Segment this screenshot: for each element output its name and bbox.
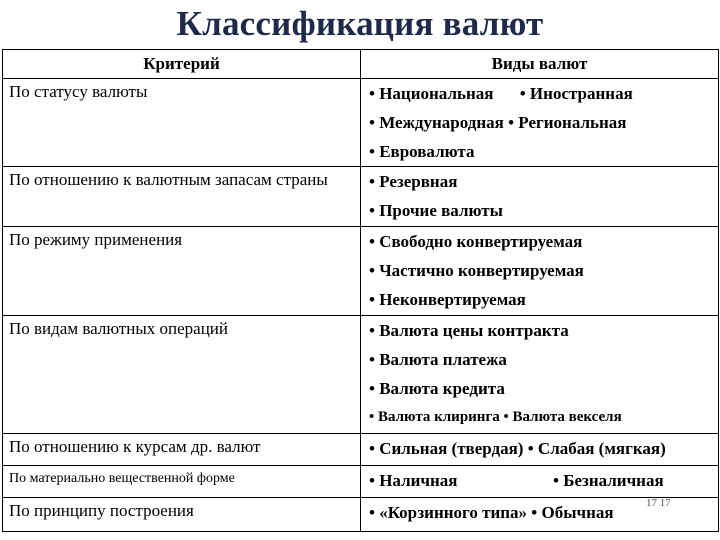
- header-currency-types: Виды валют: [361, 50, 719, 79]
- type-item: • Частично конвертируемая: [369, 261, 584, 280]
- table-row: [3, 79, 719, 167]
- types-cell: [361, 316, 719, 434]
- types-line: [369, 137, 718, 166]
- types-line: [369, 108, 718, 137]
- table-row: [3, 227, 719, 316]
- types-cell: [361, 434, 719, 466]
- criterion-cell: По отношению к курсам др. валют: [3, 434, 361, 466]
- type-item: • Национальная: [369, 84, 494, 103]
- type-item: • Свободно конвертируемая: [369, 232, 583, 251]
- types-cell: [361, 466, 719, 498]
- type-item: • Безналичная: [553, 471, 664, 490]
- page-title: Классификация валют: [176, 4, 544, 43]
- types-line: [369, 466, 718, 495]
- type-item: • Евровалюта: [369, 142, 475, 161]
- types-line: [369, 316, 718, 345]
- criterion-cell: По материально вещественной форме: [3, 466, 361, 498]
- types-cell: [361, 227, 719, 316]
- type-item: • Сильная (твердая) • Слабая (мягкая): [369, 439, 666, 458]
- type-item: • Валюта платежа: [369, 350, 507, 369]
- type-item: • Неконвертируемая: [369, 290, 526, 309]
- type-item: • Валюта кредита: [369, 379, 505, 398]
- type-item: • Прочие валюты: [369, 201, 503, 220]
- criterion-cell: По отношению к валютным запасам страны: [3, 167, 361, 227]
- currency-classification-table: [2, 49, 719, 532]
- types-line: [369, 374, 718, 403]
- type-item: • Наличная: [369, 471, 458, 490]
- header-criterion: Критерий: [3, 50, 361, 79]
- types-line: [369, 403, 718, 432]
- type-item: • Валюта цены контракта: [369, 321, 569, 340]
- criterion-cell: По принципу построения: [3, 498, 361, 532]
- table-row: [3, 316, 719, 434]
- type-item: • Резервная: [369, 172, 458, 191]
- types-line: [369, 227, 718, 256]
- type-item: • Иностранная: [519, 84, 633, 103]
- types-cell: [361, 79, 719, 167]
- page-number: 17 17: [646, 497, 671, 509]
- table-row: [3, 434, 719, 466]
- type-item: • «Корзинного типа» • Обычная: [369, 503, 614, 522]
- criterion-cell: По видам валютных операций: [3, 316, 361, 434]
- table-row: [3, 498, 719, 532]
- type-item: • Региональная: [508, 113, 627, 132]
- criterion-cell: По режиму применения: [3, 227, 361, 316]
- type-item: • Международная: [369, 113, 504, 132]
- types-cell: [361, 167, 719, 227]
- types-line: [369, 196, 718, 225]
- criterion-cell: По статусу валюты: [3, 79, 361, 167]
- table-row: [3, 466, 719, 498]
- types-line: [369, 285, 718, 314]
- types-line: [369, 79, 718, 108]
- types-line: [369, 434, 718, 463]
- types-line: [369, 345, 718, 374]
- type-item: • Валюта клиринга • Валюта векселя: [369, 409, 622, 425]
- table-row: [3, 167, 719, 227]
- types-line: [369, 167, 718, 196]
- types-line: [369, 256, 718, 285]
- table-header-row: [3, 50, 719, 79]
